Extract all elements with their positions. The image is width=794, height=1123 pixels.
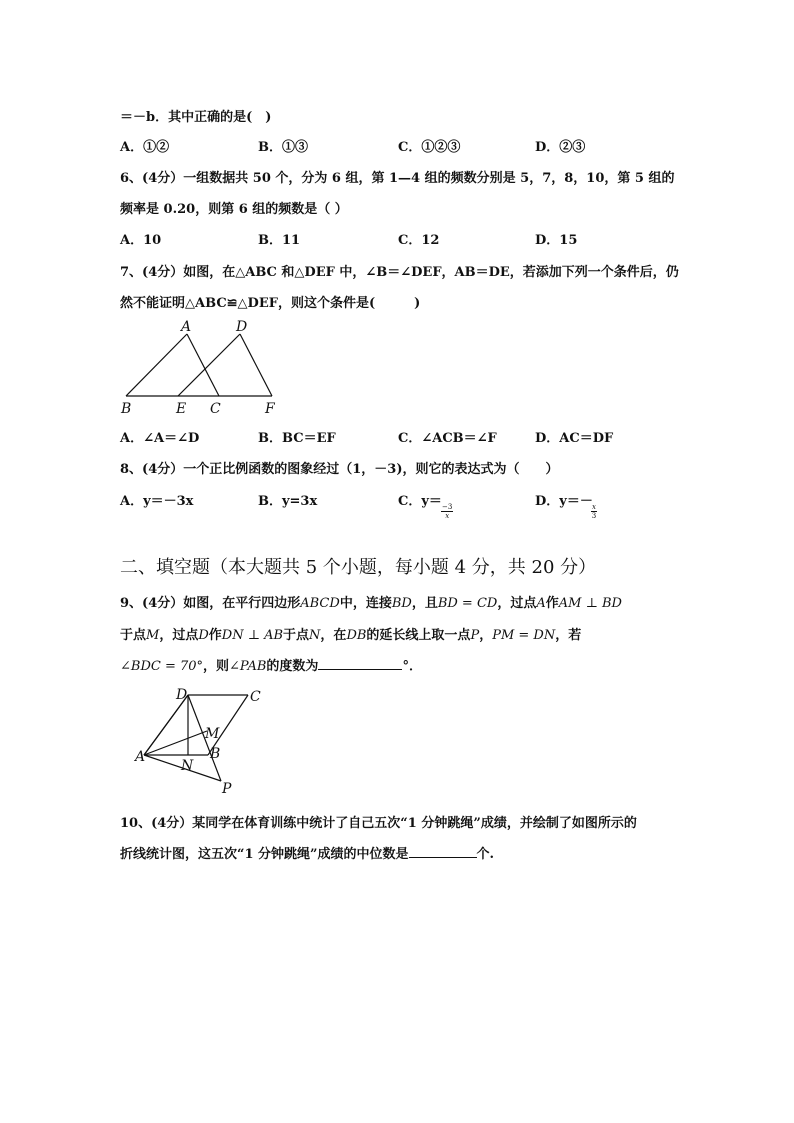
q7-label-a: A <box>181 319 192 335</box>
q10-answer-blank <box>409 845 477 858</box>
q9-label-c: C <box>250 689 261 705</box>
q6-option-d: D．15 <box>535 233 578 248</box>
q9-label-m: M <box>205 726 220 742</box>
q9-line-2: 于点M，过点D作DN ⊥ AB于点N，在DB的延长线上取一点P，PM = DN，若 <box>120 628 582 643</box>
q7-label-c: C <box>210 401 221 417</box>
q8-option-c-fraction <box>441 503 453 520</box>
q7-option-c: C．∠ACB＝∠F <box>398 431 497 446</box>
q7-line-2: 然不能证明△ABC≌△DEF，则这个条件是( ) <box>120 296 421 311</box>
q9-label-d: D <box>176 687 188 703</box>
q8-d-denominator: 3 <box>591 512 597 520</box>
q8-option-a: A．y＝－3x <box>120 494 194 509</box>
q8-option-c: C．y＝ <box>398 494 442 509</box>
q9-line-3: ∠BDC = 70°，则∠PAB的度数为 °． <box>120 659 422 674</box>
q6-option-a: A．10 <box>120 233 162 248</box>
q8-option-d: D．y＝－ <box>535 494 593 509</box>
q7-line-1: 7、(4分）如图，在△ABC 和△DEF 中，∠B＝∠DEF，AB＝DE，若添加下列一个条件后，仍 <box>120 265 679 280</box>
q7-label-f: F <box>265 401 275 417</box>
q5-option-a: A．①② <box>120 140 170 155</box>
q7-label-b: B <box>121 401 132 417</box>
q7-label-e: E <box>176 401 187 417</box>
q8-d-numerator: x <box>592 503 596 511</box>
section-heading: 二、填空题（本大题共 5 个小题，每小题 4 分，共 20 分） <box>120 557 597 578</box>
q5-option-c: C．①②③ <box>398 140 461 155</box>
q9-parallelogram-figure <box>132 683 272 798</box>
q5-text: ＝－b．其中正确的是( ) <box>120 110 272 125</box>
q6-option-b: B．11 <box>258 233 301 248</box>
q8-option-b: B．y=3x <box>258 494 318 509</box>
q7-option-b: B．BC＝EF <box>258 431 336 446</box>
q9-label-n: N <box>181 758 194 774</box>
q6-option-c: C．12 <box>398 233 440 248</box>
q7-option-d: D．AC＝DF <box>535 431 614 446</box>
q9-label-p: P <box>222 781 232 797</box>
q10-line-1: 10、(4分）某同学在体育训练中统计了自己五次“1 分钟跳绳”成绩，并绘制了如图所示的 <box>120 816 637 831</box>
q9-label-b: B <box>210 746 221 762</box>
q10-line-2: 折线统计图，这五次“1 分钟跳绳”成绩的中位数是 个. <box>120 847 495 862</box>
q8-c-numerator: −3 <box>442 503 453 511</box>
q6-line-1: 6、(4分）一组数据共 50 个，分为 6 组，第 1—4 组的频数分别是 5，7，8，10，第 5 组的 <box>120 171 675 186</box>
q8-option-d-fraction <box>591 503 597 520</box>
q8-line-1: 8、(4分）一个正比例函数的图象经过（1，－3)，则它的表达式为（ ） <box>120 462 559 477</box>
q7-option-a: A．∠A＝∠D <box>120 431 200 446</box>
q5-option-d: D．②③ <box>535 140 586 155</box>
q6-line-2: 频率是 0.20，则第 6 组的频数是（ ） <box>120 202 348 217</box>
q9-line-1: 9、(4分）如图，在平行四边形ABCD中，连接BD，且BD = CD，过点A作AM ⊥ BD <box>120 596 622 611</box>
q7-triangles-figure <box>115 316 285 420</box>
q9-label-a: A <box>135 749 146 765</box>
q8-c-denominator: x <box>445 512 450 520</box>
q9-answer-blank <box>318 657 402 670</box>
q7-label-d: D <box>236 319 248 335</box>
q5-option-b: B．①③ <box>258 140 308 155</box>
